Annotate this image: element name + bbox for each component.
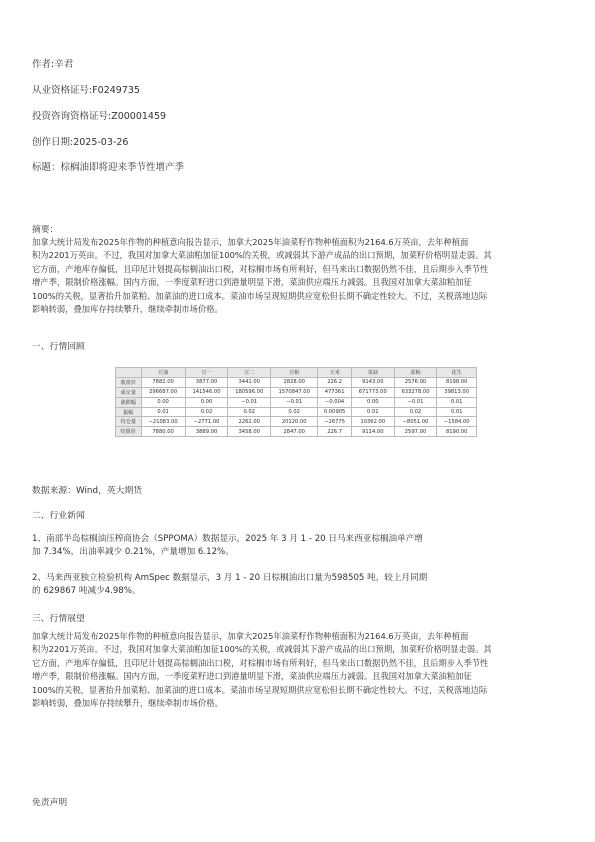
- summary-line: 增产季，限制价格涨幅。国内方面，一季度菜籽进口到港量明显下滑，菜油供应端压力减弱。且我国对加拿大菜油粕加征: [32, 277, 472, 288]
- outlook-paragraph: [32, 630, 568, 710]
- news-line: 的 629867 吨减少4.98%。: [32, 586, 141, 597]
- table-cell: −1584.00: [437, 417, 477, 427]
- table-cell: 141546.00: [185, 387, 228, 397]
- table-row-label: 结算价: [116, 427, 142, 437]
- table-header-cell: 豆油: [141, 368, 185, 378]
- table-cell: 0.00: [141, 397, 185, 407]
- table-cell: 7880.00: [141, 427, 185, 437]
- outlook-line: 加拿大统计局发布2025年作物的种植意向报告显示，加拿大2025年油菜籽作物种植面积为2164.6万英亩，去年种植面: [32, 631, 469, 641]
- table-cell: 0.02: [228, 407, 271, 417]
- outlook-line: 影响转弱，叠加库存持续攀升，继续牵制市场价格。: [32, 698, 223, 709]
- table-cell: 226.2: [318, 377, 352, 387]
- table-cell: −0.01: [228, 397, 271, 407]
- table-cell: 9143.00: [351, 377, 394, 387]
- summary-line: 100%的关税，显著抬升加菜粕、加菜油的进口成本。菜油市场呈现短期供应宽松但长期不确定性较大。不过，关税落地边际: [32, 290, 488, 301]
- outlook-line: 它方面，产地库存偏低，且印尼计划提高棕榈油出口税，对棕榈市场有所利好，但马来出口数据仍然不佳，且后期步入季节性: [32, 657, 489, 668]
- table-cell: −8051.00: [394, 417, 437, 427]
- table-row: [116, 427, 477, 437]
- news-item-1: [32, 533, 568, 560]
- qualification-number: 从业资格证号:F0249735: [32, 85, 140, 96]
- table-cell: 0.02: [185, 407, 228, 417]
- table-cell: 2576.00: [394, 377, 437, 387]
- table-cell: 0.02: [394, 407, 437, 417]
- table-cell: −0.01: [271, 397, 318, 407]
- section-market-review: 一、行情回顾: [32, 342, 85, 352]
- table-cell: 3889.00: [185, 427, 228, 437]
- table-row-label: 成交量: [116, 387, 142, 397]
- summary-line: 影响转弱，叠加库存持续攀升，继续牵制市场价格。: [32, 304, 223, 315]
- table-header-cell: 菜粕: [394, 368, 437, 378]
- table-cell: 2828.00: [271, 377, 318, 387]
- table-cell: 3441.00: [228, 377, 271, 387]
- table-cell: 0.01: [141, 407, 185, 417]
- table-cell: 8190.00: [437, 427, 477, 437]
- summary-line: 积为2201万英亩。不过，我国对加拿大菜油粕加征100%的关税，或减弱其下游产成品的出口预期，加菜籽价格明显走弱。其: [32, 250, 492, 261]
- table-cell: 226.7: [318, 427, 352, 437]
- table-row-label: 振幅: [116, 407, 142, 417]
- table-cell: 2847.00: [271, 427, 318, 437]
- table-row-label: 持仓量: [116, 417, 142, 427]
- table-cell: 0.00: [185, 397, 228, 407]
- table-cell: 9114.00: [351, 427, 394, 437]
- table-cell: 3877.00: [185, 377, 228, 387]
- table-row: [116, 407, 477, 417]
- table-cell: 0.02: [271, 407, 318, 417]
- table-cell: −26775: [318, 417, 352, 427]
- news-line: 2、马来西亚独立检验机构 AmSpec 数据显示，3 月 1 - 20 日棕榈油出口量为598505 吨，较上月同期: [32, 573, 428, 583]
- table-header-cell: 花生: [437, 368, 477, 378]
- table-cell: 633278.00: [394, 387, 437, 397]
- table-cell: 10362.00: [351, 417, 394, 427]
- table-header-cell: 豆二: [228, 368, 271, 378]
- table-header-row: [116, 368, 477, 378]
- table-cell: 3458.00: [228, 427, 271, 437]
- table-cell: 180596.00: [228, 387, 271, 397]
- section-industry-news: 二、行业新闻: [32, 511, 85, 521]
- summary-paragraph: [32, 236, 568, 316]
- table-cell: 0.01: [351, 407, 394, 417]
- market-quote-table: [115, 367, 477, 437]
- outlook-line: 增产季，限制价格涨幅。国内方面，一季度菜籽进口到港量明显下滑，菜油供应端压力减弱。且我国对加拿大菜油粕加征: [32, 671, 472, 682]
- news-item-2: [32, 572, 568, 599]
- table-header-cell: 豆一: [185, 368, 228, 378]
- table-cell: 671773.00: [351, 387, 394, 397]
- news-line: 加 7.34%，出油率减少 0.21%，产量增加 6.12%。: [32, 547, 234, 558]
- table-row: [116, 417, 477, 427]
- table-row: [116, 397, 477, 407]
- table-cell: −0.004: [318, 397, 352, 407]
- table-row-label: 收盘价: [116, 377, 142, 387]
- news-line: 1、南部半岛棕榈油压榨商协会（SPPOMA）数据显示，2025 年 3 月 1 - 20 日马来西亚棕榈油单产增: [32, 534, 423, 544]
- table-cell: 2597.00: [394, 427, 437, 437]
- outlook-line: 100%的关税，显著抬升加菜粕、加菜油的进口成本。菜油市场呈现短期供应宽松但长期不确定性较大。不过，关税落地边际: [32, 684, 488, 695]
- section-outlook: 三、行情展望: [32, 614, 85, 624]
- table-cell: −2771.00: [185, 417, 228, 427]
- table-cell: 0.01: [437, 407, 477, 417]
- table-cell: −0.01: [394, 397, 437, 407]
- advisory-number: 投资咨询资格证号:Z00001459: [32, 111, 167, 122]
- table-cell: 296687.00: [141, 387, 185, 397]
- table-cell: 0.00: [351, 397, 394, 407]
- report-title: 标题：棕榈油即将迎来季节性增产季: [32, 162, 185, 173]
- table-header-cell: [116, 368, 142, 378]
- table-row-label: 涨跌幅: [116, 397, 142, 407]
- summary-line: 加拿大统计局发布2025年作物的种植意向报告显示，加拿大2025年油菜籽作物种植面积为2164.6万英亩，去年种植面: [32, 237, 469, 247]
- table-cell: 0.00905: [318, 407, 352, 417]
- disclaimer-heading: 免责声明: [32, 798, 68, 808]
- table-cell: 2262.00: [228, 417, 271, 427]
- data-source: 数据来源：Wind，英大期货: [32, 486, 143, 496]
- table-cell: 7882.00: [141, 377, 185, 387]
- creation-date: 创作日期:2025-03-26: [32, 137, 129, 148]
- table-cell: 39813.00: [437, 387, 477, 397]
- table-row: [116, 387, 477, 397]
- table-cell: −21083.00: [141, 417, 185, 427]
- table-header-cell: 菜油: [351, 368, 394, 378]
- table-header-cell: 豆粕: [271, 368, 318, 378]
- table-header-cell: 玉米: [318, 368, 352, 378]
- summary-label: 摘要：: [32, 225, 59, 235]
- table-cell: 477361: [318, 387, 352, 397]
- table-cell: 1570847.00: [271, 387, 318, 397]
- table-cell: 8198.00: [437, 377, 477, 387]
- table-cell: 20120.00: [271, 417, 318, 427]
- author: 作者:辛君: [32, 59, 74, 70]
- outlook-line: 积为2201万英亩。不过，我国对加拿大菜油粕加征100%的关税，或减弱其下游产成品的出口预期，加菜籽价格明显走弱。其: [32, 644, 492, 655]
- table-row: [116, 377, 477, 387]
- table-cell: 0.01: [437, 397, 477, 407]
- summary-line: 它方面，产地库存偏低，且印尼计划提高棕榈油出口税，对棕榈市场有所利好，但马来出口数据仍然不佳，且后期步入季节性: [32, 263, 489, 274]
